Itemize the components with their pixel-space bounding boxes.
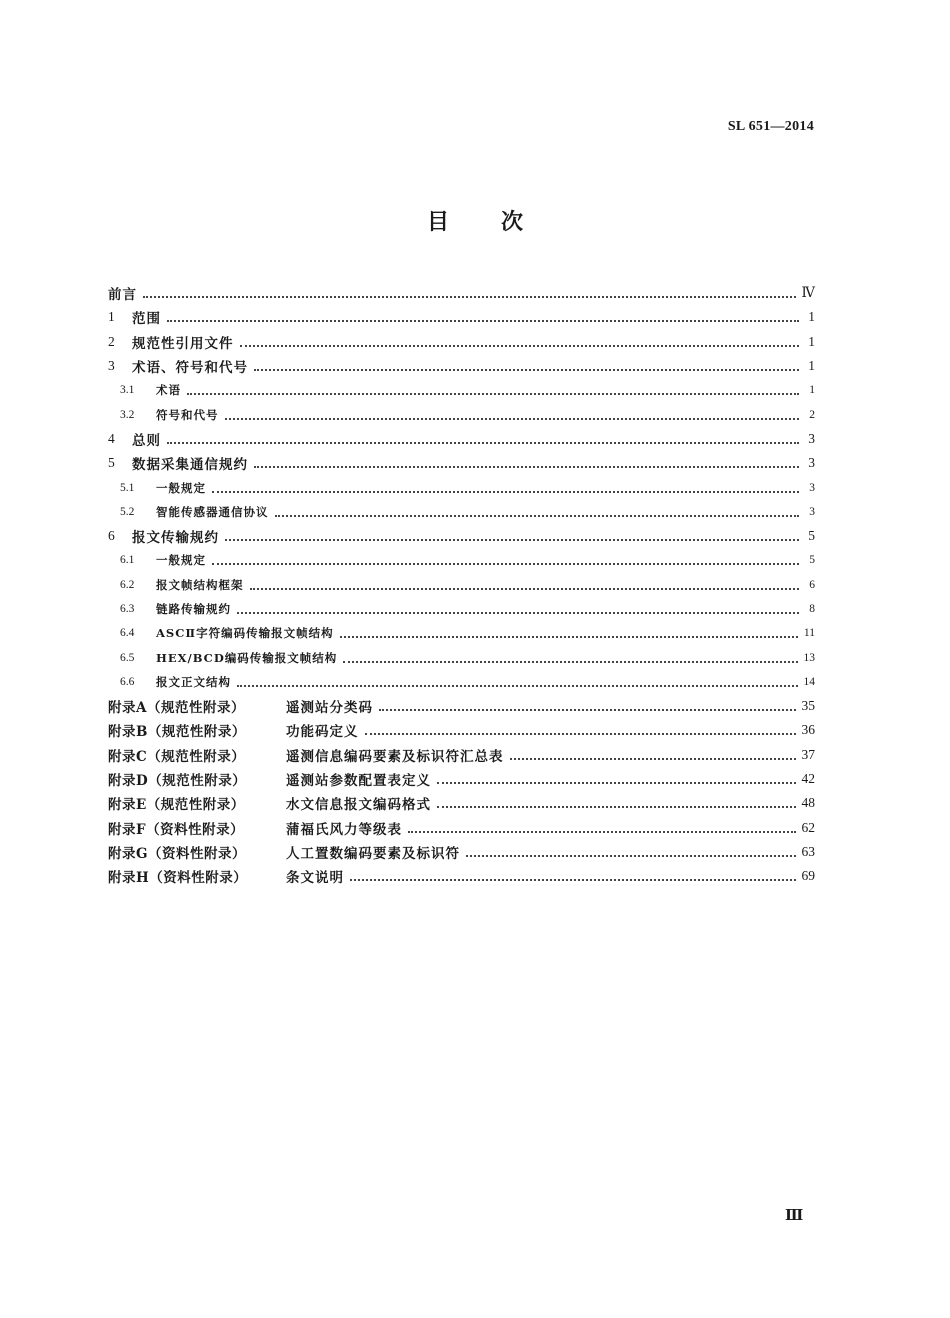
- toc-entry[interactable]: [108, 378, 815, 402]
- dot-leader: [225, 539, 799, 541]
- toc-entry[interactable]: [108, 354, 815, 378]
- toc-entry[interactable]: [108, 402, 815, 426]
- toc-entry-label: 一般规定: [156, 480, 206, 495]
- toc-entry-page: Ⅳ: [801, 285, 815, 301]
- toc-entry-label: ASCⅡ字符编码传输报文帧结构: [156, 626, 334, 641]
- appendix-prefix: 附录H（资料性附录）: [108, 870, 248, 887]
- toc-entry[interactable]: [108, 670, 815, 694]
- dot-leader: [143, 296, 796, 298]
- toc-entry[interactable]: [108, 500, 815, 524]
- toc-entry-number: 6.3: [120, 603, 135, 615]
- appendix-label: 遥测站分类码: [286, 700, 373, 717]
- appendix-page: 37: [801, 746, 815, 762]
- toc-entry-number: 6.1: [120, 554, 135, 567]
- toc-entry-page: 14: [803, 675, 815, 688]
- dot-leader: [437, 782, 796, 784]
- toc-entry-page: 1: [808, 309, 815, 325]
- toc-entry-page: 3: [809, 505, 815, 518]
- appendix-prefix: 附录F（资料性附录）: [108, 821, 245, 838]
- dot-leader: [250, 588, 800, 590]
- table-of-contents: [108, 281, 815, 888]
- dot-leader: [167, 442, 799, 444]
- toc-entry-label: 链路传输规约: [156, 602, 231, 616]
- toc-appendix-entry[interactable]: [108, 767, 815, 791]
- dot-leader: [237, 685, 798, 687]
- toc-entry[interactable]: [108, 427, 815, 451]
- toc-entry-number: 1: [108, 309, 115, 325]
- toc-entry-page: 1: [808, 358, 815, 374]
- toc-entry-page: 13: [803, 651, 815, 664]
- appendix-prefix: 附录D（规范性附录）: [108, 773, 247, 790]
- toc-entry-page: 3: [808, 455, 815, 471]
- toc-entry-label: 一般规定: [156, 553, 206, 568]
- toc-entry-label: 总则: [132, 432, 161, 449]
- toc-entry-label: 智能传感器通信协议: [156, 504, 269, 519]
- page-number: Ⅲ: [785, 1208, 804, 1224]
- toc-appendix-entry[interactable]: [108, 864, 815, 888]
- appendix-prefix: 附录C（规范性附录）: [108, 748, 246, 765]
- appendix-page: 62: [801, 819, 815, 835]
- appendix-page: 35: [801, 698, 815, 714]
- dot-leader: [408, 831, 796, 833]
- appendix-label: 遥测站参数配置表定义: [286, 773, 431, 790]
- toc-entry-number: 6.2: [120, 578, 135, 591]
- toc-entry-label: 术语、符号和代号: [132, 360, 248, 377]
- toc-entry-page: 5: [808, 528, 815, 544]
- toc-entry[interactable]: [108, 548, 815, 572]
- toc-entry-page: 3: [808, 430, 815, 446]
- toc-entry[interactable]: [108, 305, 815, 329]
- dot-leader: [466, 855, 796, 857]
- toc-entry-number: 6.4: [120, 627, 135, 640]
- toc-entry-label: 报文帧结构框架: [156, 577, 244, 592]
- toc-appendix-entry[interactable]: [108, 743, 815, 767]
- dot-leader: [510, 758, 796, 760]
- dot-leader: [240, 345, 800, 347]
- toc-entry-number: 3: [108, 358, 115, 374]
- toc-appendix-entry[interactable]: [108, 840, 815, 864]
- toc-entry-page: 1: [808, 333, 815, 349]
- toc-appendix-entry[interactable]: [108, 816, 815, 840]
- toc-entry-number: 4: [108, 430, 115, 446]
- dot-leader: [275, 515, 800, 517]
- appendix-label: 条文说明: [286, 870, 344, 887]
- toc-entry[interactable]: [108, 475, 815, 499]
- toc-entry-number: 3.2: [120, 408, 135, 421]
- toc-entry[interactable]: [108, 645, 815, 669]
- toc-entry-page: 11: [803, 627, 815, 640]
- appendix-label: 功能码定义: [286, 724, 359, 741]
- appendix-prefix: 附录B（规范性附录）: [108, 724, 246, 741]
- toc-entry-label: 报文传输规约: [132, 530, 219, 547]
- toc-appendix-entry[interactable]: [108, 694, 815, 718]
- appendix-page: 63: [801, 843, 815, 859]
- toc-entry-page: 2: [809, 408, 815, 421]
- dot-leader: [187, 393, 799, 395]
- dot-leader: [340, 636, 798, 638]
- toc-entry-number: 5: [108, 455, 115, 471]
- toc-entry-label: HEX/BCD编码传输报文帧结构: [156, 650, 338, 665]
- toc-entry-number: 5.2: [120, 505, 135, 518]
- dot-leader: [254, 466, 799, 468]
- dot-leader: [343, 661, 797, 663]
- page-title: [0, 205, 950, 236]
- toc-entry[interactable]: [108, 621, 815, 645]
- toc-entry-number: 6: [108, 528, 115, 544]
- toc-entry-label: 规范性引用文件: [132, 335, 234, 352]
- dot-leader: [379, 709, 796, 711]
- appendix-label: 遥测信息编码要素及标识符汇总表: [286, 748, 504, 765]
- toc-entry-number: 6.5: [120, 651, 135, 664]
- toc-entry-number: 3.1: [120, 384, 135, 397]
- appendix-page: 42: [801, 771, 815, 787]
- toc-appendix-entry[interactable]: [108, 718, 815, 742]
- toc-entry-page: 3: [809, 481, 815, 494]
- title-char-1: 目: [426, 210, 449, 235]
- toc-entry-label: 范围: [132, 311, 161, 328]
- appendix-prefix: 附录A（规范性附录）: [108, 700, 245, 717]
- dot-leader: [437, 806, 796, 808]
- appendix-label: 人工置数编码要素及标识符: [286, 845, 460, 862]
- dot-leader: [365, 733, 796, 735]
- toc-entry-number: 5.1: [120, 481, 135, 494]
- toc-entry-label: 符号和代号: [156, 407, 219, 422]
- toc-entry[interactable]: [108, 451, 815, 475]
- toc-entry-page: 6: [809, 578, 815, 591]
- appendix-page: 48: [801, 795, 815, 811]
- appendix-prefix: 附录E（规范性附录）: [108, 797, 245, 814]
- dot-leader: [225, 418, 800, 420]
- toc-entry-label: 术语: [156, 383, 181, 398]
- dot-leader: [254, 369, 799, 371]
- dot-leader: [350, 879, 796, 881]
- toc-appendix-entry[interactable]: [108, 791, 815, 815]
- toc-entry-page: 8: [809, 603, 815, 615]
- toc-entry-label: 数据采集通信规约: [132, 457, 248, 474]
- dot-leader: [212, 491, 799, 493]
- toc-entry-number: 2: [108, 333, 115, 349]
- toc-entry-page: 1: [809, 384, 815, 397]
- appendix-label: 蒲福氏风力等级表: [286, 821, 402, 838]
- toc-entry-page: 5: [809, 554, 815, 567]
- toc-entry[interactable]: [108, 524, 815, 548]
- toc-entry-label: 前言: [108, 287, 137, 304]
- toc-entry-number: 6.6: [120, 675, 135, 688]
- toc-entry-label: 报文正文结构: [156, 674, 231, 689]
- standard-code: SL 651—2014: [727, 119, 814, 134]
- toc-entry[interactable]: [108, 573, 815, 597]
- dot-leader: [167, 320, 799, 322]
- toc-entry[interactable]: [108, 281, 815, 305]
- appendix-label: 水文信息报文编码格式: [286, 797, 431, 814]
- appendix-page: 36: [801, 722, 815, 738]
- title-char-2: 次: [501, 210, 524, 235]
- appendix-page: 69: [801, 868, 815, 884]
- toc-entry[interactable]: [108, 597, 815, 621]
- dot-leader: [237, 612, 799, 614]
- toc-entry[interactable]: [108, 330, 815, 354]
- appendix-prefix: 附录G（资料性附录）: [108, 845, 247, 862]
- dot-leader: [212, 563, 799, 565]
